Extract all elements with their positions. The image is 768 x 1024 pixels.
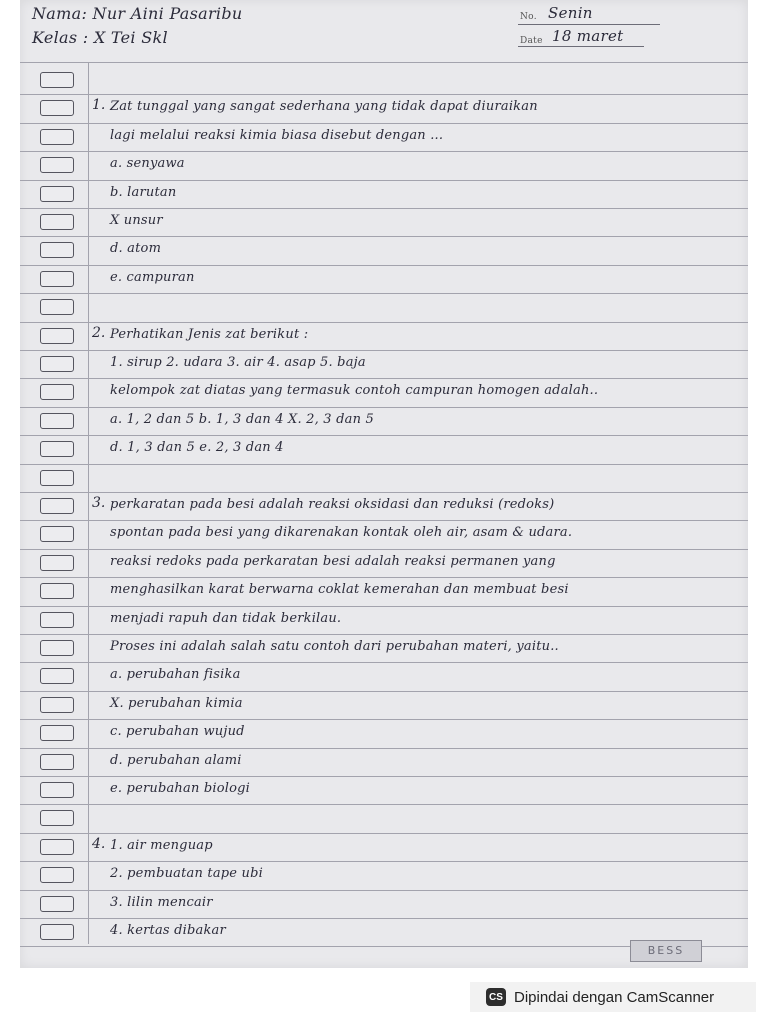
margin-line <box>88 62 89 944</box>
ruled-line <box>20 776 748 777</box>
row-checkbox <box>40 413 74 429</box>
ruled-line <box>20 492 748 493</box>
handwritten-line: spontan pada besi yang dikarenakan kontak oleh air, asam & udara. <box>110 525 573 541</box>
handwritten-line: 3. lilin mencair <box>110 894 213 910</box>
question-number: 2. <box>92 324 106 341</box>
ruled-line <box>20 918 748 919</box>
row-checkbox <box>40 583 74 599</box>
handwritten-line: 1. sirup 2. udara 3. air 4. asap 5. baja <box>110 355 366 370</box>
ruled-line <box>20 634 748 635</box>
day-value: Senin <box>548 4 593 22</box>
ruled-line <box>20 151 748 152</box>
row-checkbox <box>40 129 74 145</box>
ruled-line <box>20 180 748 181</box>
row-checkbox <box>40 157 74 173</box>
row-checkbox <box>40 810 74 826</box>
row-checkbox <box>40 924 74 940</box>
row-checkbox <box>40 328 74 344</box>
handwritten-line: perkaratan pada besi adalah reaksi oksidasi dan reduksi (redoks) <box>110 497 555 512</box>
handwritten-line: a. 1, 2 dan 5 b. 1, 3 dan 4 X. 2, 3 dan 5 <box>110 411 374 427</box>
date-value: 18 maret <box>552 27 624 45</box>
handwritten-line: b. larutan <box>110 184 177 200</box>
handwritten-line: 2. pembuatan tape ubi <box>110 866 263 882</box>
ruled-line <box>20 464 748 465</box>
handwritten-line: lagi melalui reaksi kimia biasa disebut dengan ... <box>110 127 444 143</box>
row-checkbox <box>40 441 74 457</box>
handwritten-line: 4. kertas dibakar <box>110 923 226 938</box>
handwritten-line: X. perubahan kimia <box>110 695 243 711</box>
handwritten-line: d. perubahan alami <box>110 752 242 768</box>
ruled-line <box>20 265 748 266</box>
ruled-line <box>20 719 748 720</box>
student-name: Nama: Nur Aini Pasaribu <box>32 4 243 23</box>
row-checkbox <box>40 100 74 116</box>
ruled-line <box>20 350 748 351</box>
ruled-line <box>20 861 748 862</box>
row-checkbox <box>40 72 74 88</box>
handwritten-line: menjadi rapuh dan tidak berkilau. <box>110 610 342 626</box>
ruled-line <box>20 833 748 834</box>
row-checkbox <box>40 640 74 656</box>
row-checkbox <box>40 384 74 400</box>
row-checkbox <box>40 186 74 202</box>
handwritten-line: d. 1, 3 dan 5 e. 2, 3 dan 4 <box>110 440 284 456</box>
row-checkbox <box>40 271 74 287</box>
handwritten-line: a. senyawa <box>110 156 185 172</box>
question-number: 1. <box>92 97 106 114</box>
handwritten-line: kelompok zat diatas yang termasuk contoh campuran homogen adalah.. <box>110 383 599 399</box>
row-checkbox <box>40 782 74 798</box>
handwritten-line: c. perubahan wujud <box>110 724 245 740</box>
row-checkbox <box>40 839 74 855</box>
notebook-brand-logo: BESS <box>630 940 702 962</box>
notebook-page <box>20 0 748 968</box>
handwritten-line: e. perubahan biologi <box>110 781 251 796</box>
ruled-line <box>20 94 748 95</box>
row-checkbox <box>40 612 74 628</box>
ruled-line <box>20 520 748 521</box>
camscanner-icon: CS <box>486 988 506 1006</box>
question-number: 3. <box>92 495 106 511</box>
date-label: Date <box>520 36 543 46</box>
row-checkbox <box>40 242 74 258</box>
row-checkbox <box>40 356 74 372</box>
handwritten-line: Proses ini adalah salah satu contoh dari perubahan materi, yaitu.. <box>110 639 559 654</box>
day-underline <box>518 24 660 25</box>
ruled-line <box>20 378 748 379</box>
question-number: 4. <box>92 835 106 852</box>
handwritten-line: 1. air menguap <box>110 837 213 853</box>
row-checkbox <box>40 299 74 315</box>
row-checkbox <box>40 896 74 912</box>
ruled-line <box>20 662 748 663</box>
top-rule <box>20 62 748 63</box>
row-checkbox <box>40 470 74 486</box>
ruled-line <box>20 691 748 692</box>
handwritten-line: reaksi redoks pada perkaratan besi adalah reaksi permanen yang <box>110 553 556 569</box>
row-checkbox <box>40 725 74 741</box>
row-checkbox <box>40 214 74 230</box>
ruled-line <box>20 890 748 891</box>
camscanner-watermark <box>470 982 756 1012</box>
row-checkbox <box>40 498 74 514</box>
row-checkbox <box>40 668 74 684</box>
handwritten-line: Perhatikan Jenis zat berikut : <box>110 326 309 342</box>
ruled-line <box>20 748 748 749</box>
ruled-line <box>20 435 748 436</box>
row-checkbox <box>40 555 74 571</box>
ruled-line <box>20 577 748 578</box>
row-checkbox <box>40 697 74 713</box>
ruled-line <box>20 606 748 607</box>
row-checkbox <box>40 526 74 542</box>
day-label: No. <box>520 12 537 22</box>
ruled-line <box>20 804 748 805</box>
handwritten-line: a. perubahan fisika <box>110 667 241 683</box>
camscanner-text: Dipindai dengan CamScanner <box>514 988 715 1006</box>
row-checkbox <box>40 867 74 883</box>
row-checkbox <box>40 754 74 770</box>
ruled-line <box>20 236 748 237</box>
handwritten-line: d. atom <box>110 241 162 257</box>
student-class: Kelas : X Tei Skl <box>32 28 168 47</box>
ruled-line <box>20 322 748 323</box>
ruled-line <box>20 293 748 294</box>
ruled-line <box>20 208 748 209</box>
handwritten-line: X unsur <box>110 213 163 228</box>
ruled-line <box>20 407 748 408</box>
ruled-line <box>20 123 748 124</box>
handwritten-line: Zat tunggal yang sangat sederhana yang tidak dapat diuraikan <box>110 99 538 115</box>
date-underline <box>518 46 644 47</box>
handwritten-line: menghasilkan karat berwarna coklat kemerahan dan membuat besi <box>110 582 569 598</box>
ruled-line <box>20 549 748 550</box>
handwritten-line: e. campuran <box>110 269 195 285</box>
